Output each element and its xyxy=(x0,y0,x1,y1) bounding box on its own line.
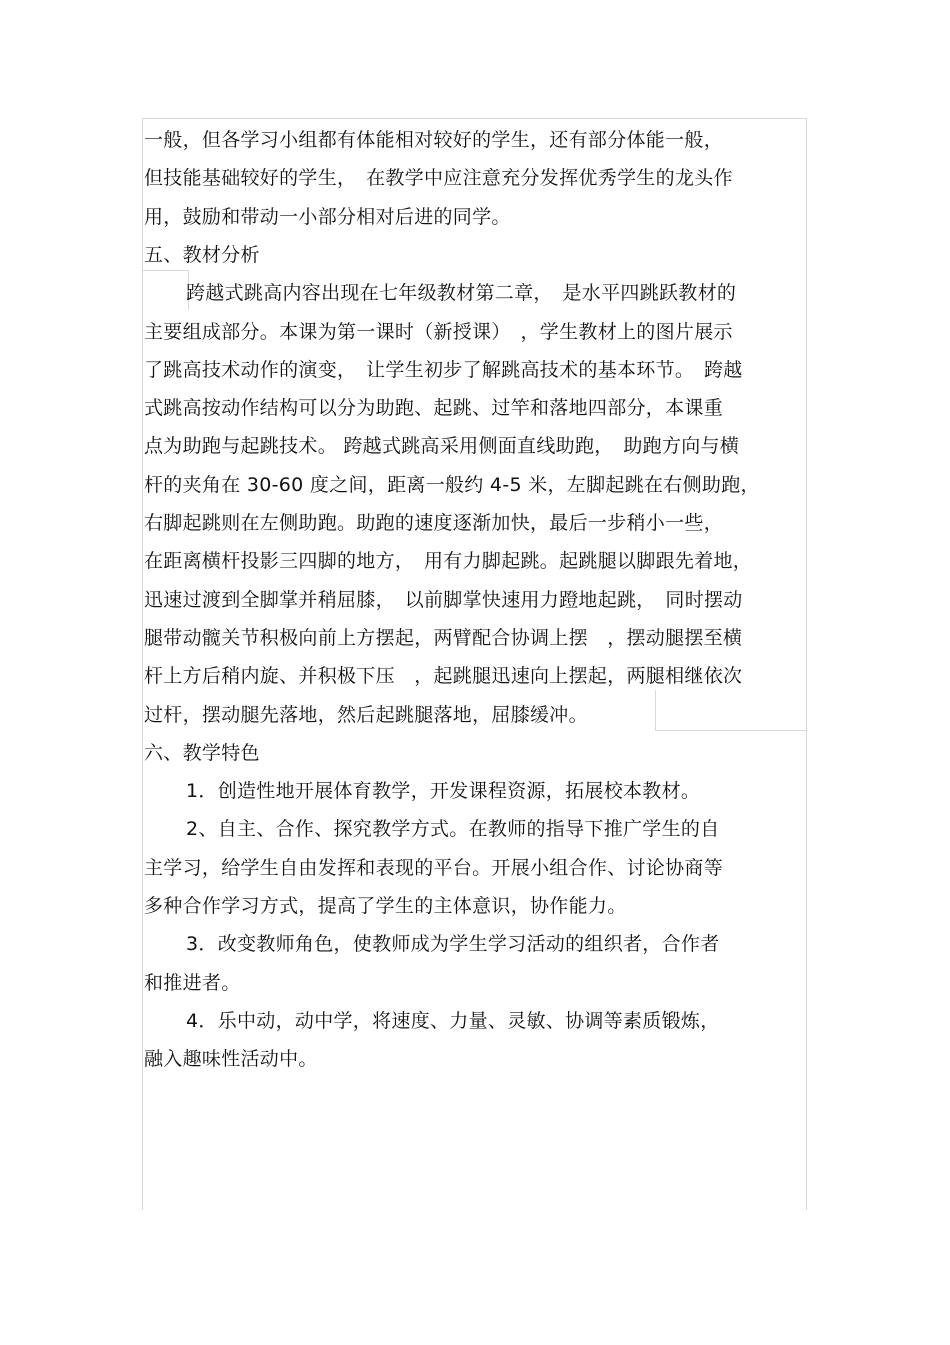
text-line: 融入趣味性活动中。 xyxy=(144,1048,318,1071)
text-line: 迅速过渡到全脚掌并稍屈膝， 以前脚掌快速用力蹬地起跳， 同时摆动 xyxy=(144,588,743,611)
section-heading: 五、教材分析 xyxy=(144,243,260,266)
text-line: 式跳高按动作结构可以分为助跑、起跳、过竿和落地四部分，本课重 xyxy=(144,397,724,420)
text-line: 右脚起跳则在左侧助跑。助跑的速度逐渐加快，最后一步稍小一些， xyxy=(144,512,724,534)
text-line: 跨越式跳高内容出现在七年级教材第二章， 是水平四跳跃教材的 xyxy=(186,282,737,305)
text-line: 和推进者。 xyxy=(144,971,241,994)
text-line: 杆的夹角在 30-60 度之间，距离一般约 4-5 米，左脚起跳在右侧助跑， xyxy=(144,473,760,496)
text-line: 主要组成部分。本课为第一课时（新授课） ，学生教材上的图片展示 xyxy=(144,320,733,343)
table-border-top xyxy=(142,118,807,119)
text-line: 主学习，给学生自由发挥和表现的平台。开展小组合作、讨论协商等 xyxy=(144,856,724,879)
text-line: 了跳高技术动作的演变， 让学生初步了解跳高技术的基本环节。 跨越 xyxy=(144,358,743,381)
table-border-fragment xyxy=(655,730,807,731)
table-border-right xyxy=(806,118,807,1210)
text-line: 在距离横杆投影三四脚的地方， 用有力脚起跳。起跳腿以脚跟先着地， xyxy=(144,550,753,573)
table-border-left xyxy=(142,118,143,1210)
text-line: 一般，但各学习小组都有体能相对较好的学生，还有部分体能一般， xyxy=(144,129,724,151)
text-line: 过杆，摆动腿先落地，然后起跳腿落地，屈膝缓冲。 xyxy=(144,703,588,726)
text-line: 用，鼓励和带动一小部分相对后进的同学。 xyxy=(144,205,511,228)
text-line: 多种合作学习方式，提高了学生的主体意识，协作能力。 xyxy=(144,895,627,917)
text-line: 但技能基础较好的学生， 在教学中应注意充分发挥优秀学生的龙头作 xyxy=(144,167,733,190)
text-line: 3．改变教师角色，使教师成为学生学习活动的组织者，合作者 xyxy=(186,933,720,956)
text-line: 4．乐中动，动中学，将速度、力量、灵敏、协调等素质锻炼， xyxy=(186,1009,720,1032)
text-line: 1．创造性地开展体育教学，开发课程资源，拓展校本教材。 xyxy=(186,780,701,803)
text-line: 杆上方后稍内旋、并积极下压 ，起跳腿迅速向上摆起，两腿相继依次 xyxy=(144,665,743,688)
text-line: 2、自主、合作、探究教学方式。在教师的指导下推广学生的自 xyxy=(186,818,720,841)
table-border-fragment xyxy=(142,270,188,271)
text-line: 点为助跑与起跳技术。 跨越式跳高采用侧面直线助跑， 助跑方向与横 xyxy=(144,435,740,458)
text-line: 腿带动髋关节积极向前上方摆起，两臂配合协调上摆 ，摆动腿摆至横 xyxy=(144,626,743,649)
section-heading: 六、教学特色 xyxy=(144,741,260,764)
table-border-fragment xyxy=(655,690,656,730)
